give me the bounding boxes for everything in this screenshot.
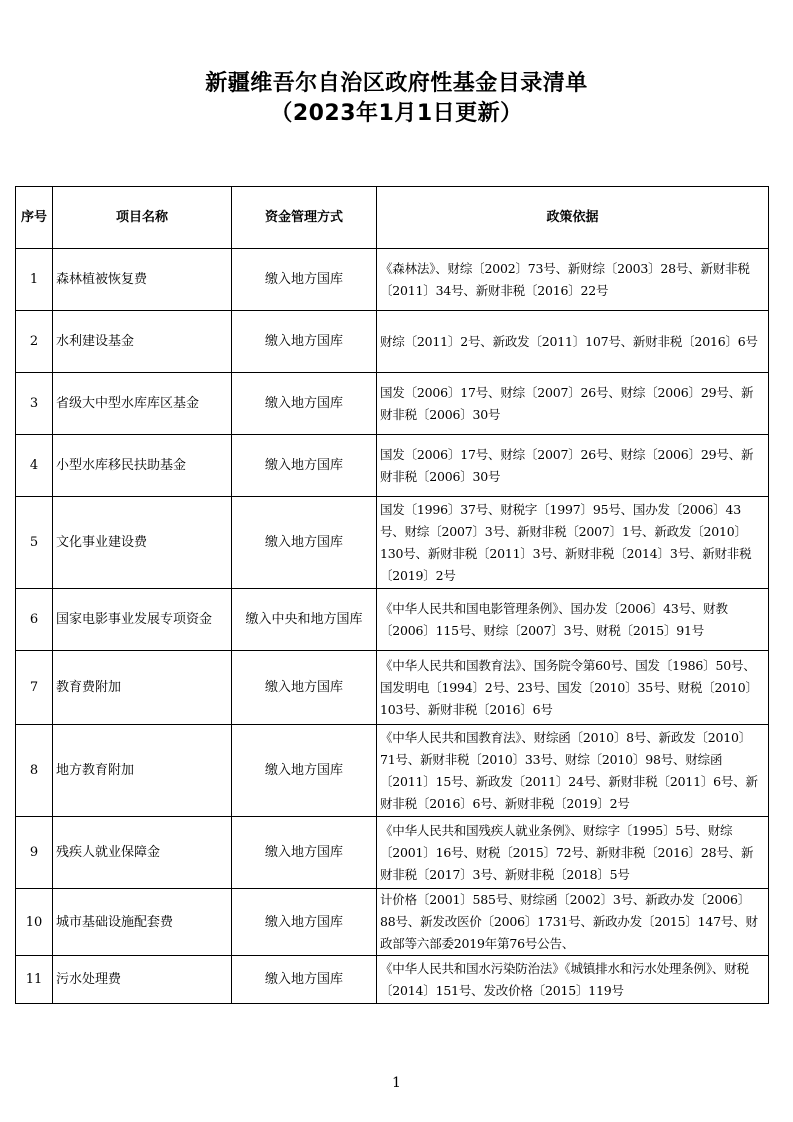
table-header-row xyxy=(16,187,769,249)
table-row xyxy=(16,497,769,589)
table-row xyxy=(16,311,769,373)
row-basis: 计价格〔2001〕585号、财综函〔2002〕3号、新政办发〔2006〕88号、新发改医价〔2006〕1731号、新政办发〔2015〕147号、财政部等六部委2019年第76号公告、 xyxy=(377,889,769,956)
row-basis: 国发〔2006〕17号、财综〔2007〕26号、财综〔2006〕29号、新财非税〔2006〕30号 xyxy=(377,373,769,435)
row-name: 城市基础设施配套费 xyxy=(53,889,232,956)
row-name: 教育费附加 xyxy=(53,651,232,725)
table-row xyxy=(16,725,769,817)
row-method: 缴入地方国库 xyxy=(232,817,377,889)
table-row xyxy=(16,956,769,1004)
row-name: 残疾人就业保障金 xyxy=(53,817,232,889)
document-title: 新疆维吾尔自治区政府性基金目录清单 xyxy=(205,71,588,96)
row-method: 缴入地方国库 xyxy=(232,725,377,817)
row-method: 缴入地方国库 xyxy=(232,889,377,956)
header-method: 资金管理方式 xyxy=(232,187,377,249)
row-no: 2 xyxy=(16,311,53,373)
row-basis: 《中华人民共和国残疾人就业条例》、财综字〔1995〕5号、财综〔2001〕16号、财税〔2015〕72号、新财非税〔2016〕28号、新财非税〔2017〕3号、新财非税〔2018〕5号 xyxy=(377,817,769,889)
row-no: 10 xyxy=(16,889,53,956)
row-method: 缴入地方国库 xyxy=(232,497,377,589)
row-basis: 《中华人民共和国教育法》、国务院令第60号、国发〔1986〕50号、国发明电〔1994〕2号、23号、国发〔2010〕35号、财税〔2010〕103号、新财非税〔2016〕6号 xyxy=(377,651,769,725)
row-no: 11 xyxy=(16,956,53,1004)
row-basis: 国发〔2006〕17号、财综〔2007〕26号、财综〔2006〕29号、新财非税〔2006〕30号 xyxy=(377,435,769,497)
row-method: 缴入中央和地方国库 xyxy=(232,589,377,651)
row-basis: 《森林法》、财综〔2002〕73号、新财综〔2003〕28号、新财非税〔2011〕34号、新财非税〔2016〕22号 xyxy=(377,249,769,311)
row-no: 7 xyxy=(16,651,53,725)
row-no: 5 xyxy=(16,497,53,589)
page-number: 1 xyxy=(392,1075,401,1091)
row-method: 缴入地方国库 xyxy=(232,311,377,373)
table-row xyxy=(16,249,769,311)
row-name: 水利建设基金 xyxy=(53,311,232,373)
row-basis: 《中华人民共和国教育法》、财综函〔2010〕8号、新政发〔2010〕71号、新财非税〔2010〕33号、财综〔2010〕98号、财综函〔2011〕15号、新政发〔2011〕24号、新财非税〔2011〕6号、新财非税〔2016〕6号、新财非税〔2019〕2号 xyxy=(377,725,769,817)
row-method: 缴入地方国库 xyxy=(232,373,377,435)
table-row xyxy=(16,817,769,889)
row-no: 8 xyxy=(16,725,53,817)
document-subtitle: （2023年1月1日更新） xyxy=(270,101,523,126)
row-no: 1 xyxy=(16,249,53,311)
header-no: 序号 xyxy=(16,187,53,249)
row-no: 4 xyxy=(16,435,53,497)
row-no: 6 xyxy=(16,589,53,651)
header-name: 项目名称 xyxy=(53,187,232,249)
row-name: 地方教育附加 xyxy=(53,725,232,817)
table-row xyxy=(16,889,769,956)
row-no: 3 xyxy=(16,373,53,435)
row-method: 缴入地方国库 xyxy=(232,651,377,725)
fund-catalog-table xyxy=(15,186,769,1004)
header-basis: 政策依据 xyxy=(377,187,769,249)
row-method: 缴入地方国库 xyxy=(232,249,377,311)
row-method: 缴入地方国库 xyxy=(232,956,377,1004)
table-row xyxy=(16,589,769,651)
table-row xyxy=(16,373,769,435)
table-row xyxy=(16,435,769,497)
row-basis: 《中华人民共和国水污染防治法》《城镇排水和污水处理条例》、财税〔2014〕151号、发改价格〔2015〕119号 xyxy=(377,956,769,1004)
row-name: 文化事业建设费 xyxy=(53,497,232,589)
row-basis: 财综〔2011〕2号、新政发〔2011〕107号、新财非税〔2016〕6号 xyxy=(377,311,769,373)
row-no: 9 xyxy=(16,817,53,889)
row-name: 污水处理费 xyxy=(53,956,232,1004)
row-method: 缴入地方国库 xyxy=(232,435,377,497)
row-basis: 国发〔1996〕37号、财税字〔1997〕95号、国办发〔2006〕43号、财综〔2007〕3号、新财非税〔2007〕1号、新政发〔2010〕130号、新财非税〔2011〕3号、新财非税〔2014〕3号、新财非税〔2019〕2号 xyxy=(377,497,769,589)
row-name: 省级大中型水库库区基金 xyxy=(53,373,232,435)
row-basis: 《中华人民共和国电影管理条例》、国办发〔2006〕43号、财教〔2006〕115号、财综〔2007〕3号、财税〔2015〕91号 xyxy=(377,589,769,651)
row-name: 小型水库移民扶助基金 xyxy=(53,435,232,497)
row-name: 森林植被恢复费 xyxy=(53,249,232,311)
table-row xyxy=(16,651,769,725)
row-name: 国家电影事业发展专项资金 xyxy=(53,589,232,651)
